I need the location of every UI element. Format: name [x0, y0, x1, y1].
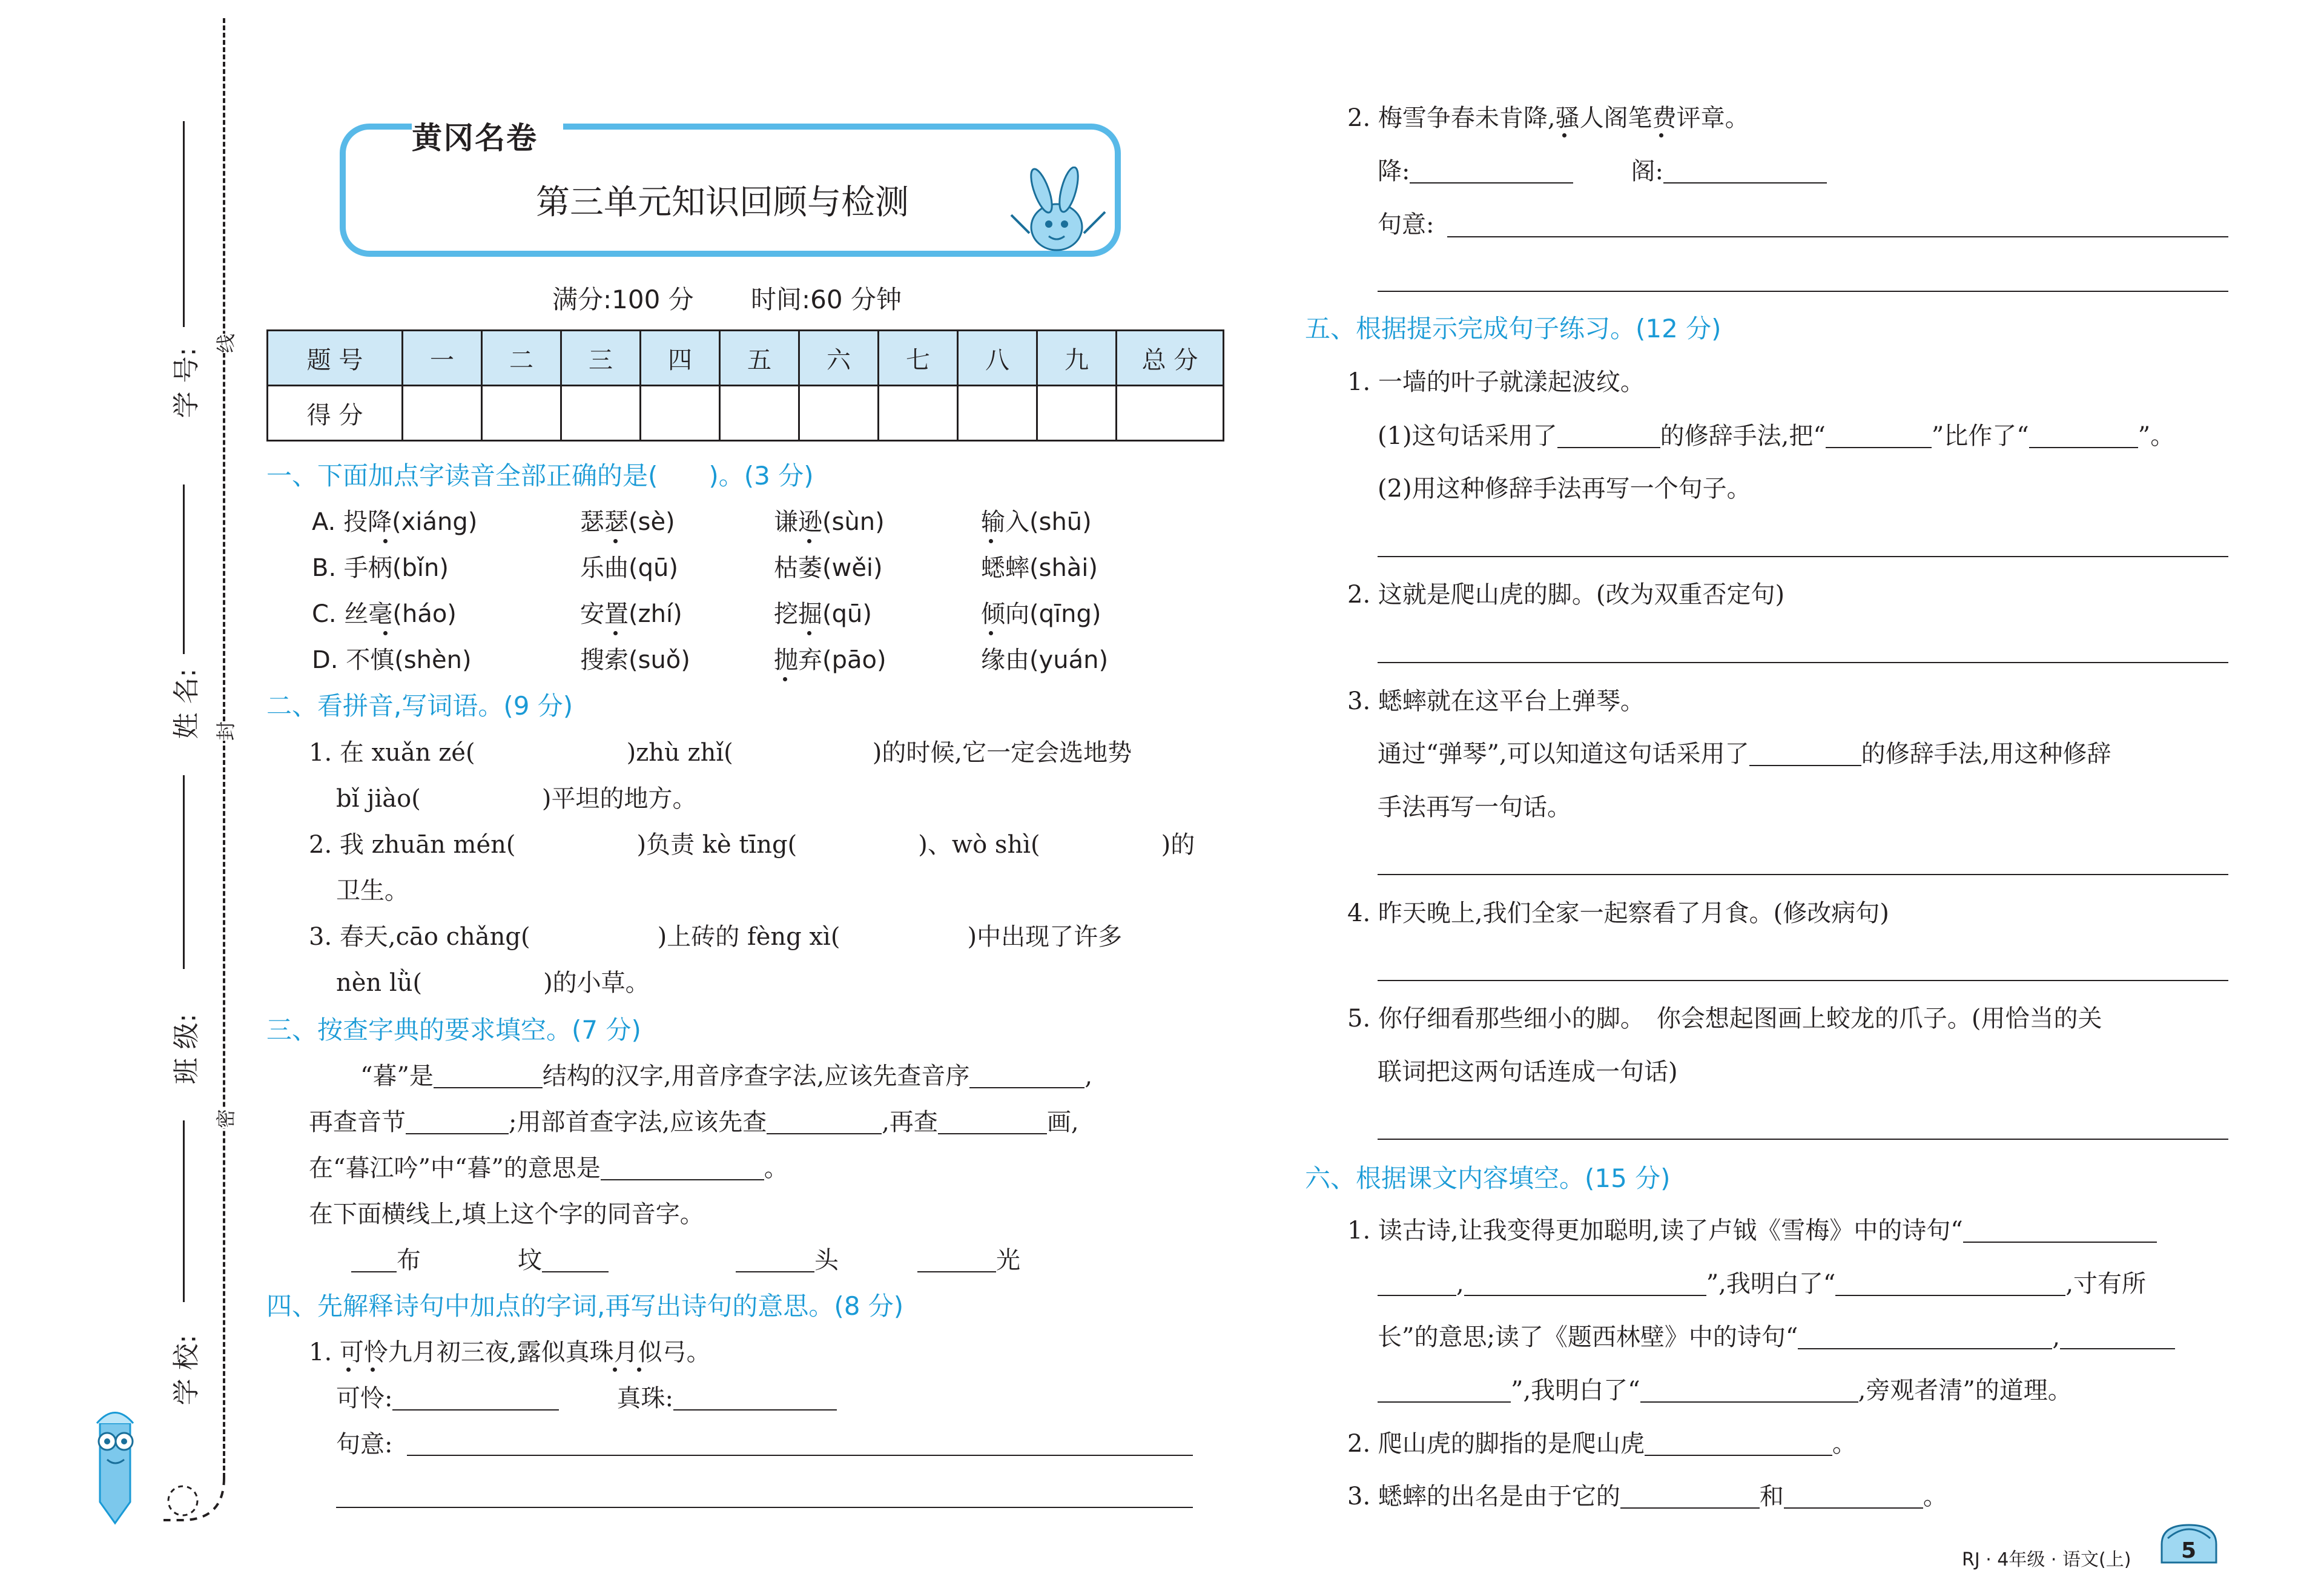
q6-line-1	[1347, 1219, 2157, 1243]
school-label: 学 校:	[171, 1334, 202, 1406]
q3-text: ,再查	[882, 1108, 938, 1136]
answer-blank[interactable]	[542, 1248, 609, 1272]
option-c-3: 挖掘(qū)	[774, 600, 872, 628]
q6-line-5	[1347, 1432, 1857, 1456]
name-label: 姓 名:	[171, 668, 202, 739]
answer-line[interactable]	[1378, 556, 2228, 557]
q5-text: 的修辞手法,把“	[1660, 422, 1826, 450]
poem-1-meaning-label: 句意:	[336, 1430, 393, 1458]
answer-blank[interactable]	[917, 1248, 996, 1272]
school-line	[183, 1120, 185, 1302]
score-cell[interactable]	[879, 386, 958, 441]
q2-line-2	[336, 787, 696, 811]
table-col-header: 一	[403, 331, 482, 386]
answer-line[interactable]	[1378, 874, 2228, 875]
q6-text: 。	[1923, 1483, 1947, 1510]
q2-text: 3. 春天,cāo chǎng(	[309, 923, 530, 951]
answer-blank[interactable]	[1963, 1219, 2157, 1243]
q2-line-5	[309, 925, 1122, 949]
q6-text: ,	[2052, 1323, 2061, 1351]
q3-word: 坟	[518, 1246, 542, 1274]
q6-text: ”,我明白了“	[1511, 1377, 1640, 1404]
answer-blank[interactable]	[351, 1248, 397, 1272]
answer-blank[interactable]	[1410, 159, 1573, 184]
answer-line[interactable]	[336, 1507, 1193, 1508]
option-d-4: 缘由(yuán)	[981, 646, 1109, 674]
q5-sentence-5: 5. 你仔细看那些细小的脚。 你会想起图画上蛟龙的爪子。(用恰当的关	[1347, 1005, 2102, 1033]
emphasis-dot	[613, 631, 618, 635]
q3-word: 光	[996, 1246, 1020, 1274]
q3-line-4: 在下面横线上,填上这个字的同音字。	[309, 1200, 704, 1228]
q5-3-a	[1378, 742, 2111, 766]
q5-sentence-3: 3. 蟋蟀就在这平台上弹琴。	[1347, 687, 1645, 715]
score-cell[interactable]	[641, 386, 720, 441]
q2-text: )平坦的地方。	[541, 785, 697, 813]
q5-text: ”比作了“	[1931, 422, 2029, 450]
q6-line-2	[1378, 1272, 2146, 1296]
option-c-2: 安置(zhí)	[580, 600, 682, 628]
q2-text: )的小草。	[543, 969, 650, 997]
q3-text: ;用部首查字法,应该先查	[509, 1108, 767, 1136]
class-line	[183, 775, 185, 969]
footer-info: RJ · 4年级 · 语文(上)	[1962, 1549, 2131, 1570]
q6-line-6	[1347, 1484, 1947, 1509]
emphasis-dot	[807, 631, 811, 635]
q4-label: 降:	[1378, 157, 1410, 185]
answer-blank[interactable]	[1826, 424, 1932, 448]
q4-label: 可怜:	[336, 1384, 393, 1412]
q3-line-5	[351, 1248, 1020, 1272]
table-col-header: 九	[1037, 331, 1117, 386]
emphasis-dot	[346, 1368, 351, 1372]
answer-blank[interactable]	[1798, 1325, 2052, 1349]
q6-line-3	[1378, 1325, 2175, 1349]
option-b-2: 乐曲(qū)	[580, 554, 678, 582]
q6-text: ,旁观者清”的道理。	[1858, 1377, 2072, 1404]
q3-line-2	[309, 1110, 1079, 1134]
emphasis-dot	[989, 539, 993, 543]
rabbit-mascot-icon	[1005, 167, 1114, 257]
q2-text: 1. 在 xuǎn zé(	[309, 739, 475, 767]
answer-blank[interactable]	[969, 1064, 1084, 1088]
mark-seal: 封	[208, 721, 241, 741]
answer-blank[interactable]	[673, 1386, 837, 1411]
emphasis-dot	[371, 1368, 375, 1372]
q5-text: 的修辞手法,用这种修辞	[1861, 740, 2111, 768]
score-cell[interactable]	[403, 386, 482, 441]
table-row-label: 题 号	[268, 331, 403, 386]
option-a-1: A. 投降(xiáng)	[312, 508, 478, 536]
q3-text: 在“暮江吟”中“暮”的意思是	[309, 1154, 601, 1182]
emphasis-dot	[989, 631, 993, 635]
q3-text: 。	[764, 1154, 788, 1182]
q6-text: ,寸有所	[2065, 1270, 2147, 1298]
poem-2-answer-1	[1378, 159, 1827, 184]
q2-line-4: 卫生。	[336, 877, 409, 905]
table-col-header: 二	[482, 331, 561, 386]
score-cell[interactable]	[720, 386, 799, 441]
option-d-2: 搜索(suǒ)	[580, 646, 690, 674]
q5-sentence-2: 2. 这就是爬山虎的脚。(改为双重否定句)	[1347, 581, 1785, 609]
q2-text: bǐ jiào(	[336, 785, 421, 813]
table-col-header: 六	[799, 331, 879, 386]
score-cell[interactable]	[958, 386, 1037, 441]
option-a-4: 输入(shū)	[981, 508, 1092, 536]
answer-blank[interactable]	[2029, 424, 2138, 448]
q2-line-6	[336, 971, 650, 995]
section-heading-4: 四、先解释诗句中加点的字词,再写出诗句的意思。(8 分)	[266, 1291, 904, 1321]
score-cell[interactable]	[799, 386, 879, 441]
option-b-1: B. 手柄(bǐn)	[312, 554, 449, 582]
q6-text: 。	[1832, 1430, 1857, 1458]
exam-time: 时间:60 分钟	[751, 285, 902, 314]
option-c-4: 倾向(qīng)	[981, 600, 1101, 628]
answer-blank[interactable]	[1464, 1272, 1706, 1296]
answer-blank[interactable]	[1640, 1378, 1858, 1403]
class-label: 班 级:	[171, 1013, 202, 1085]
score-cell[interactable]	[1117, 386, 1224, 441]
page-number: 5	[2181, 1538, 2197, 1563]
q3-line-3	[309, 1156, 788, 1180]
score-table	[266, 329, 1224, 442]
section-heading-1: 一、下面加点字读音全部正确的是( )。(3 分)	[266, 461, 814, 491]
q2-text: )的	[1161, 831, 1195, 859]
q5-1-1	[1378, 424, 2174, 448]
q5-text: (1)这句话采用了	[1378, 422, 1557, 450]
answer-blank[interactable]	[1557, 424, 1660, 448]
name-line	[183, 485, 185, 654]
table-col-header: 五	[720, 331, 799, 386]
answer-blank[interactable]	[1663, 159, 1827, 184]
q3-line-1	[360, 1064, 1092, 1088]
q2-text: )zhù zhǐ(	[626, 739, 733, 767]
option-c-1: C. 丝毫(háo)	[312, 600, 457, 628]
q5-sentence-5-cont: 联词把这两句话连成一句话)	[1378, 1058, 1678, 1086]
q5-sentence-1: 1. 一墙的叶子就漾起波纹。	[1347, 368, 1645, 396]
answer-blank[interactable]	[1378, 1378, 1511, 1403]
answer-blank[interactable]	[736, 1248, 814, 1272]
mark-secret: 密	[208, 1109, 241, 1128]
pencil-mascot-icon	[82, 1399, 148, 1526]
q6-line-4	[1378, 1378, 2072, 1403]
q6-text: 2. 爬山虎的脚指的是爬山虎	[1347, 1430, 1645, 1458]
poem-1-answer-1	[336, 1386, 837, 1411]
q6-text: 长”的意思;读了《题西林壁》中的诗句“	[1378, 1323, 1798, 1351]
section-heading-3: 三、按查字典的要求填空。(7 分)	[266, 1015, 641, 1045]
score-cell[interactable]	[482, 386, 561, 441]
option-b-4: 蟋蟀(shài)	[981, 554, 1098, 582]
student-no-label: 学 号:	[171, 347, 202, 418]
option-d-1: D. 不慎(shèn)	[312, 646, 472, 674]
answer-blank[interactable]	[1378, 1272, 1456, 1296]
q3-word: 布	[397, 1246, 421, 1274]
emphasis-dot	[807, 539, 811, 543]
q2-line-3	[309, 833, 1195, 857]
q6-text: 1. 读古诗,让我变得更加聪明,读了卢钺《雪梅》中的诗句“	[1347, 1217, 1963, 1245]
q5-3-c: 手法再写一句话。	[1378, 793, 1571, 821]
q2-text: nèn lǜ(	[336, 969, 423, 997]
q5-1-2: (2)用这种修辞手法再写一个句子。	[1378, 475, 1751, 503]
q3-word: 头	[814, 1246, 839, 1274]
emphasis-dot	[613, 1368, 617, 1372]
poem-2: 2. 梅雪争春未肯降,骚人阁笔费评章。	[1347, 104, 1749, 132]
q2-line-1	[309, 741, 1132, 765]
poem-1: 1. 可怜九月初三夜,露似真珠月似弓。	[309, 1338, 711, 1366]
q5-sentence-4: 4. 昨天晚上,我们全家一起察看了月食。(修改病句)	[1347, 899, 1889, 927]
table-col-header: 总 分	[1117, 331, 1224, 386]
q6-text: ”,我明白了“	[1706, 1270, 1836, 1298]
answer-blank[interactable]	[601, 1156, 764, 1180]
q4-label: 阁:	[1631, 157, 1663, 185]
score-cell[interactable]	[1037, 386, 1117, 441]
answer-blank[interactable]	[2060, 1325, 2175, 1349]
full-score: 满分:100 分	[552, 285, 694, 314]
q4-label: 真珠:	[616, 1384, 673, 1412]
binding-dashed-line	[223, 18, 225, 1478]
answer-blank[interactable]	[1749, 742, 1861, 766]
answer-line[interactable]	[1378, 1139, 2228, 1140]
q2-text: )中出现了许多	[967, 923, 1123, 951]
option-d-3: 抛弃(pāo)	[774, 646, 886, 674]
q3-text: ,	[1084, 1062, 1093, 1090]
emphasis-dot	[1562, 133, 1566, 137]
q3-text: 画,	[1046, 1108, 1079, 1136]
answer-line[interactable]	[1447, 236, 2228, 237]
answer-blank[interactable]	[1835, 1272, 2065, 1296]
emphasis-dot	[783, 677, 787, 681]
table-col-header: 四	[641, 331, 720, 386]
table-col-header: 三	[561, 331, 641, 386]
answer-line[interactable]	[407, 1455, 1193, 1456]
q2-text: 2. 我 zhuān mén(	[309, 831, 516, 859]
student-no-line	[183, 121, 185, 327]
answer-blank[interactable]	[392, 1386, 559, 1411]
mark-line: 线	[208, 334, 241, 353]
q2-text: )的时候,它一定会选地势	[872, 739, 1132, 767]
page-title: 第三单元知识回顾与检测	[536, 183, 909, 222]
option-b-3: 枯萎(wěi)	[774, 554, 883, 582]
option-a-2: 瑟瑟(sè)	[580, 508, 675, 536]
binding-curve	[151, 1454, 230, 1532]
table-col-header: 七	[879, 331, 958, 386]
q6-text: 和	[1759, 1483, 1784, 1510]
answer-blank[interactable]	[767, 1110, 882, 1134]
answer-line[interactable]	[1378, 662, 2228, 663]
answer-blank[interactable]	[1620, 1484, 1760, 1509]
brand-logo: 黄冈名卷	[412, 121, 538, 156]
q3-text: 结构的汉字,用音序查字法,应该先查音序	[542, 1062, 970, 1090]
emphasis-dot	[383, 631, 388, 635]
emphasis-dot	[637, 1368, 641, 1372]
option-a-3: 谦逊(sùn)	[774, 508, 885, 536]
q5-text: 通过“弹琴”,可以知道这句话采用了	[1378, 740, 1749, 768]
q2-text: )上砖的 fèng xì(	[657, 923, 840, 951]
answer-blank[interactable]	[1645, 1432, 1832, 1456]
poem-2-meaning-label: 句意:	[1378, 211, 1434, 239]
q6-text: 3. 蟋蟀的出名是由于它的	[1347, 1483, 1620, 1510]
score-cell[interactable]	[561, 386, 641, 441]
answer-blank[interactable]	[406, 1110, 509, 1134]
q6-text: ,	[1456, 1270, 1464, 1298]
answer-blank[interactable]	[1784, 1484, 1923, 1509]
emphasis-dot	[1659, 133, 1663, 137]
q3-text: 再查音节	[309, 1108, 406, 1136]
answer-blank[interactable]	[434, 1064, 543, 1088]
answer-line[interactable]	[1378, 291, 2228, 292]
section-heading-5: 五、根据提示完成句子练习。(12 分)	[1305, 314, 1722, 343]
emphasis-dot	[383, 539, 388, 543]
q2-text: )负责 kè tīng(	[636, 831, 797, 859]
section-heading-6: 六、根据课文内容填空。(15 分)	[1305, 1163, 1671, 1193]
answer-blank[interactable]	[938, 1110, 1047, 1134]
answer-line[interactable]	[1378, 980, 2228, 981]
q3-text: “暮”是	[360, 1062, 434, 1090]
emphasis-dot	[613, 539, 618, 543]
table-col-header: 八	[958, 331, 1037, 386]
table-row-label: 得 分	[268, 386, 403, 441]
section-heading-2: 二、看拼音,写词语。(9 分)	[266, 691, 573, 721]
q2-text: )、wò shì(	[918, 831, 1040, 859]
q5-text: ”。	[2137, 422, 2175, 450]
